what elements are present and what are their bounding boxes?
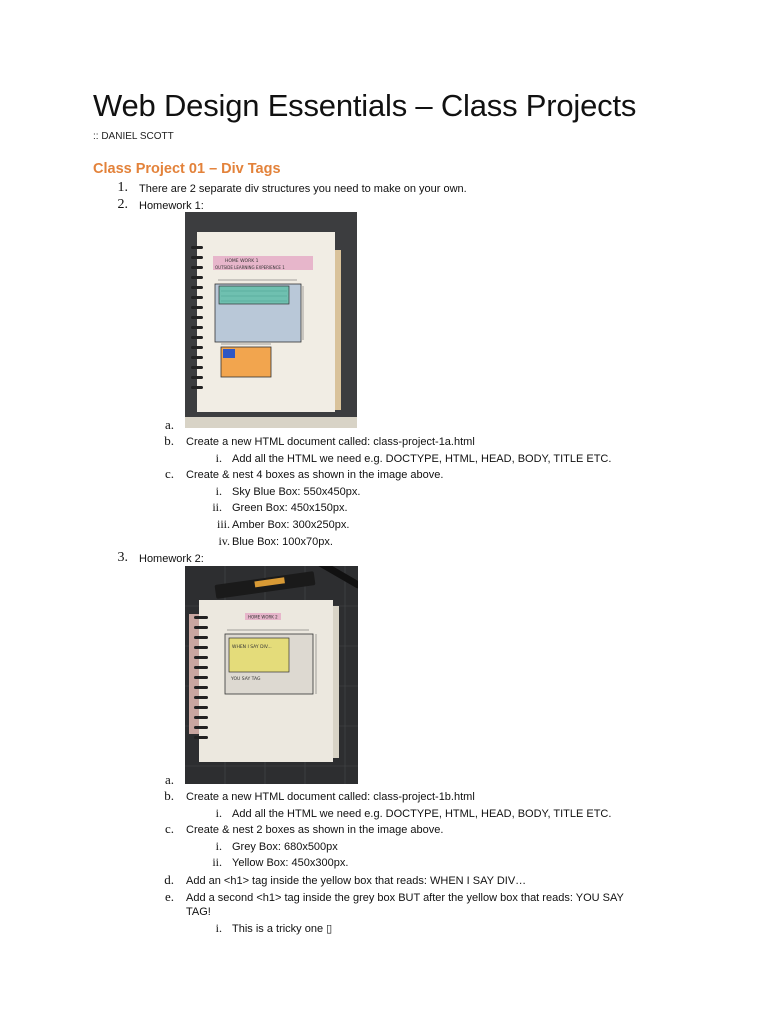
list-item-3c-text: Create & nest 2 boxes as shown in the image above. — [186, 824, 444, 836]
list-item-2c-iii-text: Amber Box: 300x250px. — [232, 519, 350, 531]
list-item-2-text: Homework 1: — [139, 200, 204, 212]
document-title: Web Design Essentials – Class Projects — [93, 88, 637, 123]
list-item-3b-i-text: Add all the HTML we need e.g. DOCTYPE, HTML, HEAD, BODY, TITLE ETC. — [232, 808, 612, 820]
homework-1-photo — [185, 212, 357, 428]
list-marker-2c: c. — [164, 466, 174, 481]
list-marker-2c-iv: iv. — [218, 534, 230, 548]
list-item-3-text: Homework 2: — [139, 553, 204, 565]
list-item-2b-i-text: Add all the HTML we need e.g. DOCTYPE, HTML, HEAD, BODY, TITLE ETC. — [232, 453, 612, 465]
list-marker-2c-i: i. — [215, 484, 222, 498]
homework-2-sketch — [185, 566, 358, 784]
homework-2-photo — [185, 566, 358, 784]
list-marker-3c-ii: ii. — [212, 855, 222, 869]
section-heading: Class Project 01 – Div Tags — [93, 161, 281, 177]
list-item-3c-ii-text: Yellow Box: 450x300px. — [232, 857, 349, 869]
list-item-3e-text: Add a second <h1> tag inside the grey box BUT after the yellow box that reads: YOU SAY — [186, 892, 624, 904]
list-item-2c-ii-text: Green Box: 450x150px. — [232, 502, 348, 514]
list-marker-3b: b. — [164, 788, 174, 803]
homework-2-inner-text: WHEN I SAY DIV... — [232, 645, 272, 650]
list-marker-3: 3. — [117, 550, 128, 565]
list-item-3d-text: Add an <h1> tag inside the yellow box that reads: WHEN I SAY DIV… — [186, 875, 527, 887]
list-item-3b-text: Create a new HTML document called: class-project-1b.html — [186, 791, 475, 803]
list-marker-3e-i: i. — [215, 921, 222, 935]
homework-1-header: HOME WORK 1 — [225, 259, 259, 264]
list-marker-2c-iii: iii. — [216, 517, 230, 531]
list-marker-3d: d. — [164, 872, 174, 887]
list-marker-3c-i: i. — [215, 839, 222, 853]
list-item-2c-iv-text: Blue Box: 100x70px. — [232, 536, 333, 548]
list-marker-2a: a. — [164, 417, 174, 432]
homework-1-subheader: OUTSIDE LEARNING EXPERIENCE 1 — [215, 265, 285, 270]
list-item-3c-i-text: Grey Box: 680x500px — [232, 841, 338, 853]
homework-2-header: HOME WORK 2 — [248, 614, 278, 620]
list-item-1-text: There are 2 separate div structures you need to make on your own. — [139, 183, 467, 195]
list-marker-3b-i: i. — [215, 806, 222, 820]
homework-2-outer-text: YOU SAY TAG — [231, 677, 261, 682]
list-marker-2b-i: i. — [215, 451, 222, 465]
list-marker-3a: a. — [164, 772, 174, 787]
list-marker-2: 2. — [117, 197, 128, 212]
document-author: :: DANIEL SCOTT — [93, 131, 174, 142]
list-item-3e-i-text: This is a tricky one ▯ — [232, 923, 333, 935]
list-item-2b-text: Create a new HTML document called: class-project-1a.html — [186, 436, 475, 448]
list-item-2c-text: Create & nest 4 boxes as shown in the image above. — [186, 469, 444, 481]
list-marker-2b: b. — [164, 433, 174, 448]
list-item-2c-i-text: Sky Blue Box: 550x450px. — [232, 486, 361, 498]
list-marker-2c-ii: ii. — [212, 500, 222, 514]
list-marker-3e: e. — [164, 889, 174, 904]
homework-1-sketch — [185, 212, 357, 428]
list-item-3e-text-continued: TAG! — [186, 906, 211, 918]
list-marker-1: 1. — [117, 180, 128, 195]
list-marker-3c: c. — [164, 821, 174, 836]
